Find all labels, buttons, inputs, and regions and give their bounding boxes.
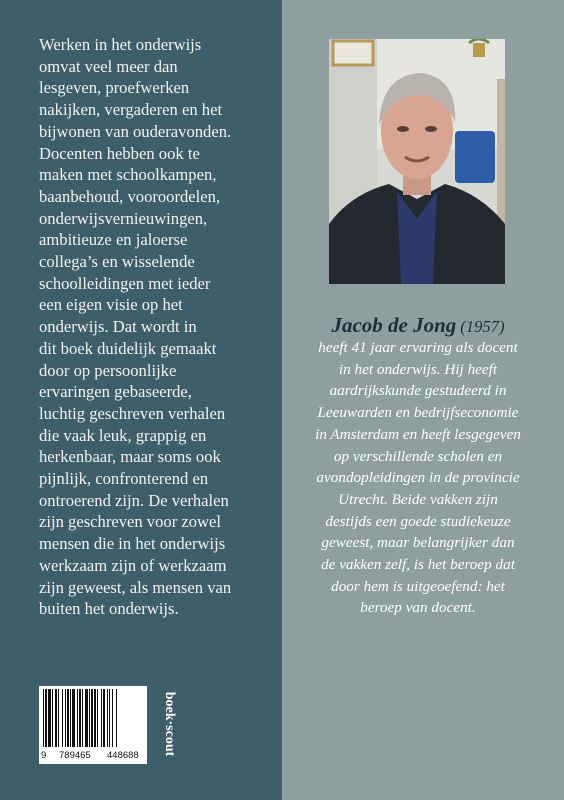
bio-line: avondopleidingen in de provincie xyxy=(316,469,520,487)
blurb-line: onderwijsvernieuwingen, xyxy=(39,208,208,228)
author-years: (1957) xyxy=(460,317,505,336)
blurb-line: luchtig geschreven verhalen xyxy=(39,403,226,423)
blurb-line: herkenbaar, maar soms ook xyxy=(39,447,221,467)
blurb-line: zijn geweest, als mensen van xyxy=(39,577,232,597)
blurb-line: schoolleidingen met ieder xyxy=(39,273,211,293)
author-name: Jacob de Jong xyxy=(331,313,457,337)
author-portrait-image xyxy=(329,39,505,284)
blurb-line: collega’s en wisselende xyxy=(39,252,195,272)
blurb-line: werkzaam zijn of werkzaam xyxy=(39,555,227,575)
author-photo xyxy=(329,39,505,284)
blurb-text xyxy=(39,34,271,620)
blurb-line: Werken in het onderwijs xyxy=(39,35,202,54)
blurb-line: mensen die in het onderwijs xyxy=(39,534,226,554)
isbn-barcode xyxy=(39,686,147,764)
barcode-digits-right: 448688 xyxy=(107,750,139,761)
blurb-line: maken met schoolkampen, xyxy=(39,165,217,185)
blurb-line: pijnlijk, confronterend en xyxy=(39,469,209,489)
bio-line: in Amsterdam en heeft lesgegeven xyxy=(315,425,521,443)
bio-line: Utrecht. Beide vakken zijn xyxy=(338,490,498,508)
blurb-line: omvat veel meer dan xyxy=(39,56,178,76)
bio-line: de vakken zelf, is het beroep dat xyxy=(321,556,515,574)
bio-line: Leeuwarden en bedrijfseconomie xyxy=(317,404,519,422)
blurb-line: buiten het onderwijs. xyxy=(39,599,179,619)
blurb-line: Docenten hebben ook te xyxy=(39,143,200,163)
blurb-line: een eigen visie op het xyxy=(39,295,183,315)
blurb-line: ambitieuze en jaloerse xyxy=(39,230,188,250)
bio-line: op verschillende scholen en xyxy=(333,447,503,465)
bio-line: aardrijkskunde gestudeerd in xyxy=(329,382,507,400)
bio-line: door hem is uitgeoefend: het xyxy=(331,577,505,595)
blurb-line: door op persoonlijke xyxy=(39,360,177,380)
bio-line: heeft 41 jaar ervaring als docent xyxy=(318,339,518,356)
blurb-line: baanbehoud, vooroordelen, xyxy=(39,186,221,206)
blurb-line: die vaak leuk, grappig en xyxy=(39,425,207,445)
bio-line: in het onderwijs. Hij heeft xyxy=(338,360,498,378)
blurb-line: ervaringen gebaseerde, xyxy=(39,382,192,402)
blurb-line: lesgeven, proefwerken xyxy=(39,78,190,98)
publisher-logo-text: boek·scout xyxy=(162,691,177,757)
blurb-line: ontroerend zijn. De verhalen xyxy=(39,490,229,510)
blurb-line: dit boek duidelijk gemaakt xyxy=(39,338,217,358)
publisher-logo xyxy=(159,681,179,767)
bio-line: beroep van docent. xyxy=(360,599,476,617)
blurb-line: onderwijs. Dat wordt in xyxy=(39,317,197,337)
barcode-bars xyxy=(43,689,144,747)
barcode-digit-first: 9 xyxy=(41,750,47,761)
author-bio xyxy=(313,337,523,619)
author-heading xyxy=(313,313,523,338)
blurb-line: zijn geschreven voor zowel xyxy=(39,512,221,532)
barcode-digits-left: 789465 xyxy=(59,750,91,761)
bio-line: geweest, maar belangrijker dan xyxy=(321,534,515,552)
blurb-line: nakijken, vergaderen en het xyxy=(39,100,223,120)
bio-line: destijds een goede studiekeuze xyxy=(325,512,511,530)
blurb-line: bijwonen van ouderavonden. xyxy=(39,121,232,141)
